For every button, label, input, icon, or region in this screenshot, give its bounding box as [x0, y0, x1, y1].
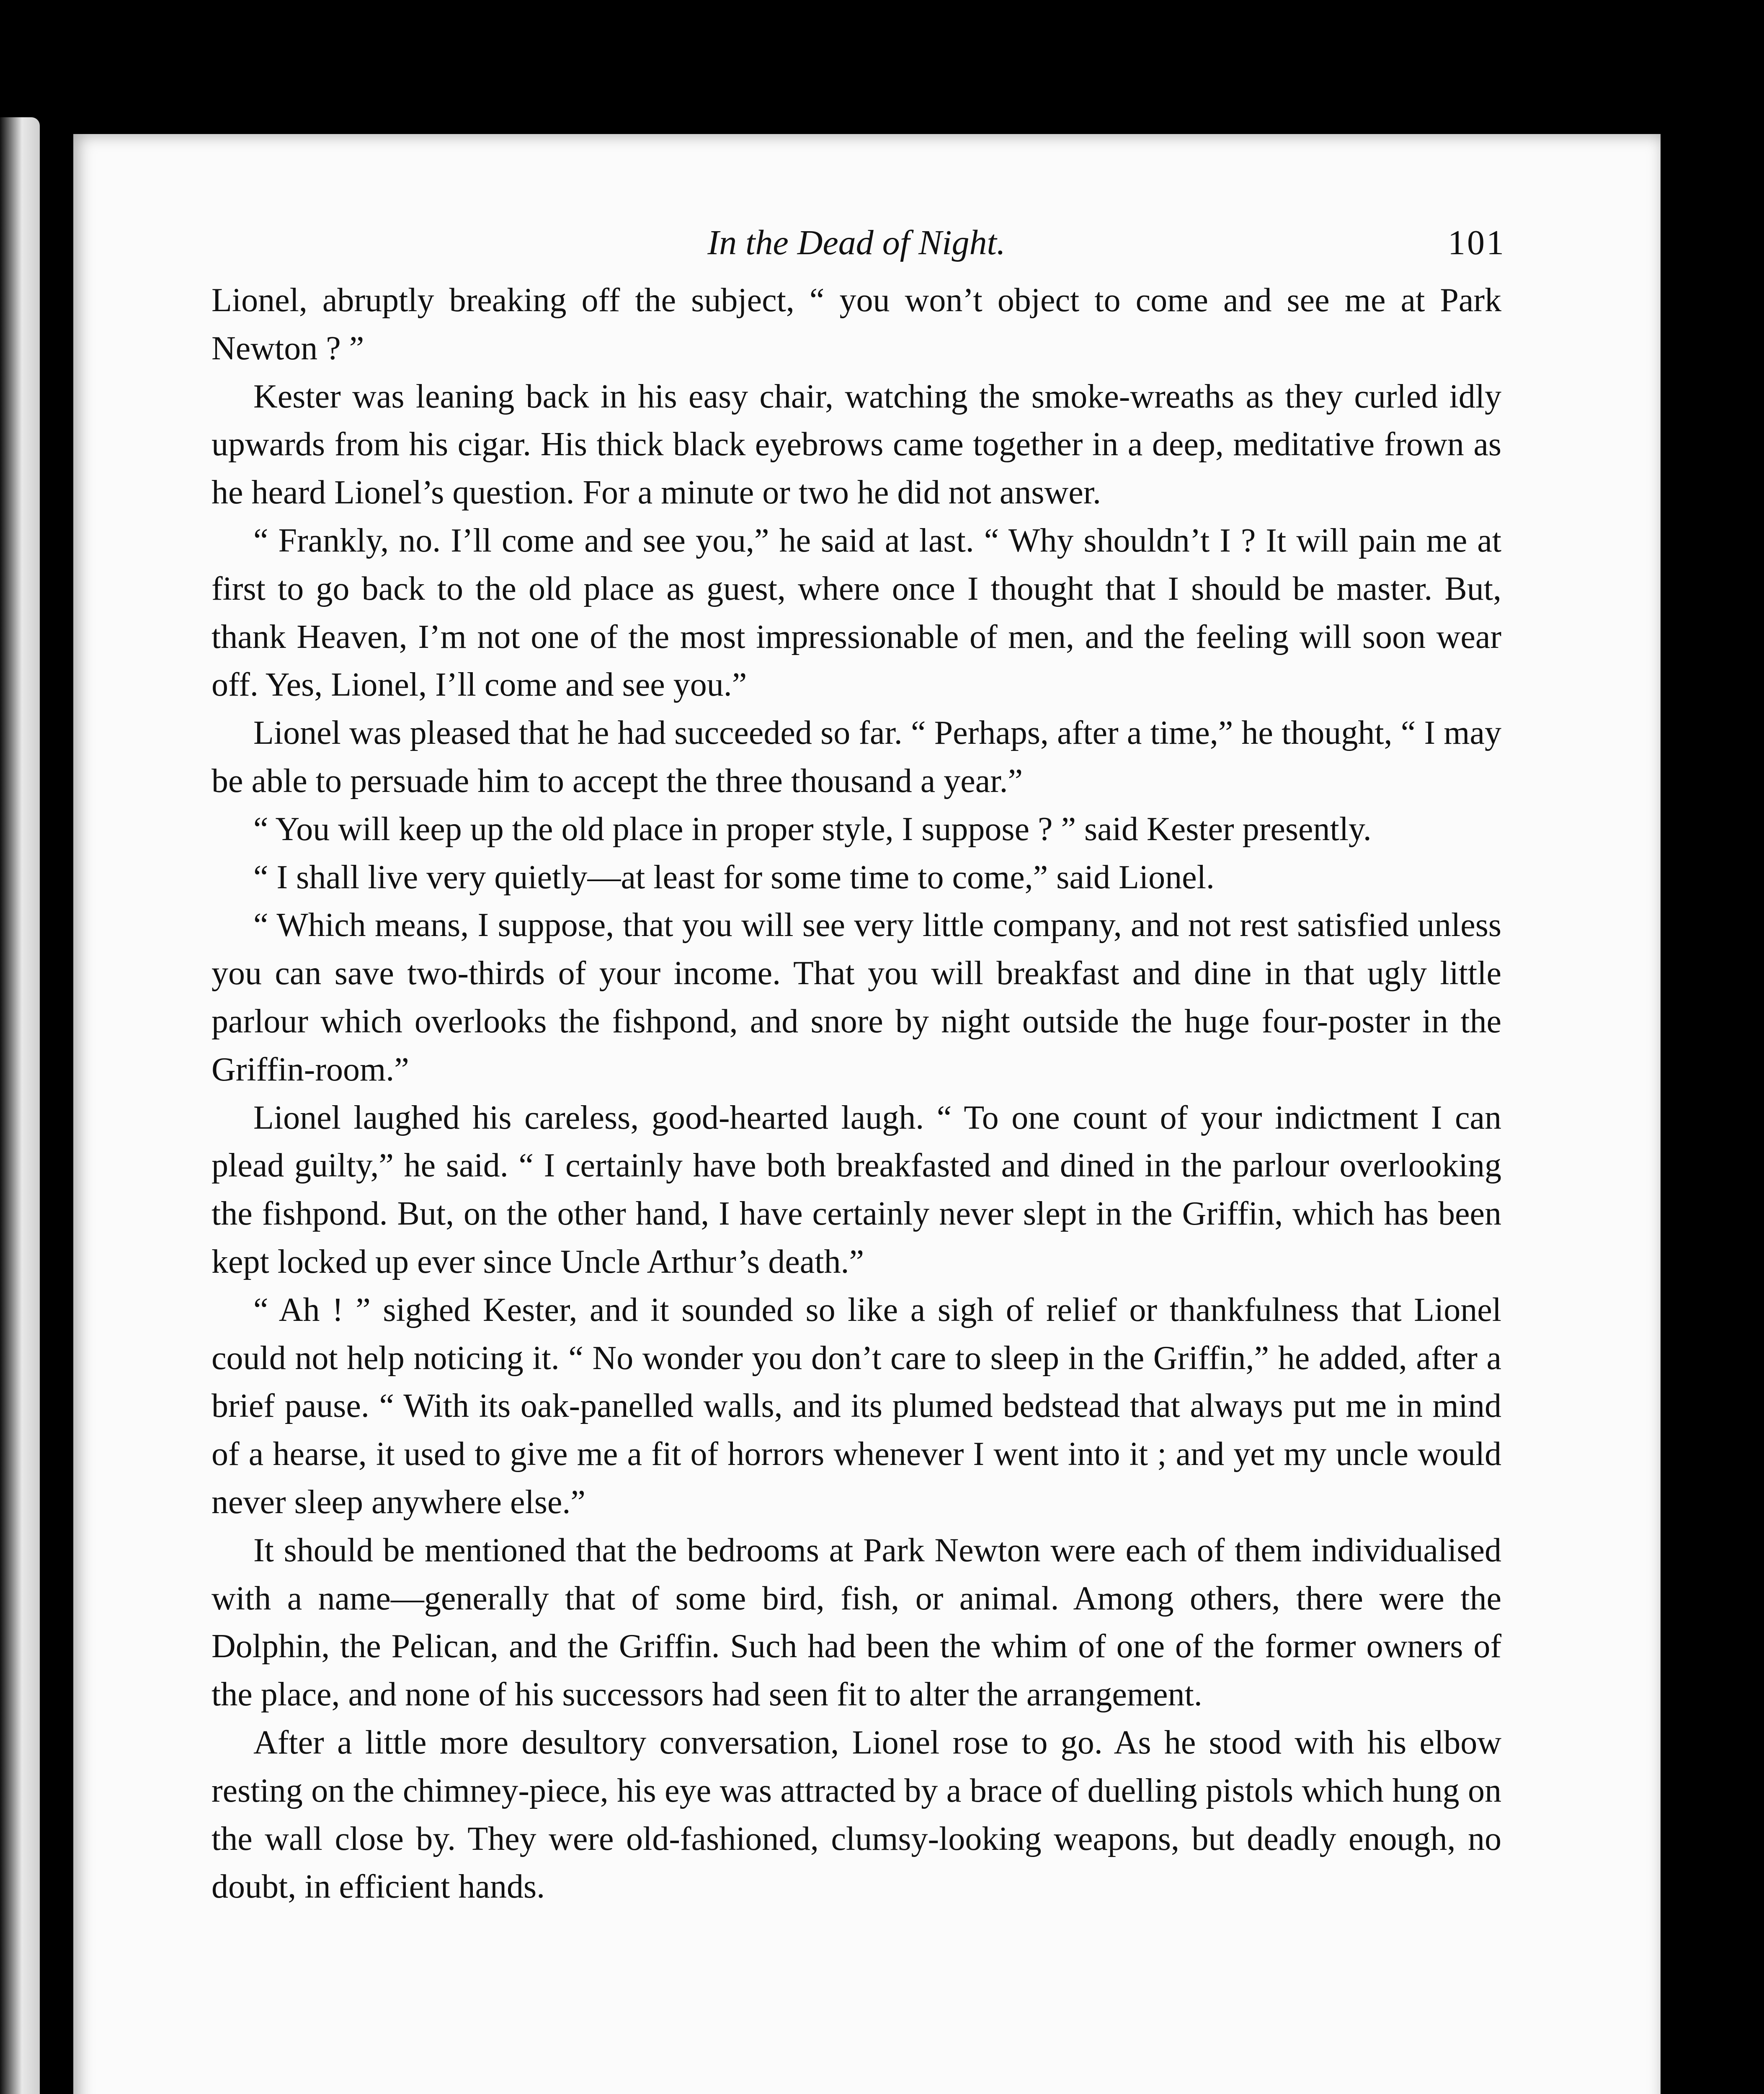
- paragraph: “ Which means, I suppose, that you will see very little company, and not rest satisfied unless you can save two-thirds of your income. That you will breakfast and dine in that ugly little parlour which overlooks the fishpond, and snore by night outside the huge four-poster in the Griffin-room.”: [211, 907, 1501, 1088]
- paragraph: Kester was leaning back in his easy chair, watching the smoke-wreaths as they curled idly upwards from his cigar. His thick black eyebrows came together in a deep, meditative frown as he heard Lionel’s question. For a minute or two he did not answer.: [211, 378, 1501, 511]
- paragraph: “ I shall live very quietly—at least for some time to come,” said Lionel.: [253, 859, 1215, 896]
- paragraph: “ Ah ! ” sighed Kester, and it sounded so like a sigh of relief or thankfulness that Lionel could not help noticing it. “ No wonder you don’t care to sleep in the Griffin,” he added, after a brief pause. “ With its oak-panelled walls, and its plumed bedstead that always put me in mind of a hearse, it used to give me a fit of horrors whenever I went into it ; and yet my uncle would never sleep anywhere else.”: [211, 1291, 1501, 1521]
- paragraph: It should be mentioned that the bedrooms at Park Newton were each of them individualised with a name—generally that of some bird, fish, or animal. Among others, there were the Dolphin, the Pelican, and the Griffin. Such had been the whim of one of the former owners of the place, and none of his successors had seen fit to alter the arrangement.: [211, 1532, 1501, 1713]
- facing-page-edge: [0, 117, 40, 2094]
- running-title: In the Dead of Night.: [707, 223, 1006, 262]
- body-text: [211, 276, 1501, 1911]
- page-number: 101: [1448, 223, 1506, 262]
- running-head: [211, 218, 1506, 272]
- paragraph: Lionel was pleased that he had succeeded so far. “ Perhaps, after a time,” he thought, “ I may be able to persuade him to accept the three thousand a year.”: [211, 714, 1501, 799]
- paragraph: Lionel laughed his careless, good-hearted laugh. “ To one count of your indictment I can plead guilty,” he said. “ I certainly have both breakfasted and dined in the parlour overlooking the fishpond. But, on the other hand, I have certainly never slept in the Griffin, which has been kept locked up ever since Uncle Arthur’s death.”: [211, 1099, 1501, 1280]
- paragraph: After a little more desultory conversation, Lionel rose to go. As he stood with his elbow resting on the chimney-piece, his eye was attracted by a brace of duelling pistols which hung on the wall close by. They were old-fashioned, clumsy-looking weapons, but deadly enough, no doubt, in efficient hands.: [211, 1724, 1501, 1906]
- book-page: [73, 134, 1661, 2094]
- paragraph: “ Frankly, no. I’ll come and see you,” he said at last. “ Why shouldn’t I ? It will pain me at first to go back to the old place as guest, where once I thought that I should be master. But, thank Heaven, I’m not one of the most impressionable of men, and the feeling will soon wear off. Yes, Lionel, I’ll come and see you.”: [211, 522, 1501, 704]
- paragraph: “ You will keep up the old place in proper style, I suppose ? ” said Kester presently.: [253, 810, 1372, 848]
- page-content: [211, 218, 1506, 1911]
- paragraph: Lionel, abruptly breaking off the subject, “ you won’t object to come and see me at Park Newton ? ”: [211, 282, 1501, 367]
